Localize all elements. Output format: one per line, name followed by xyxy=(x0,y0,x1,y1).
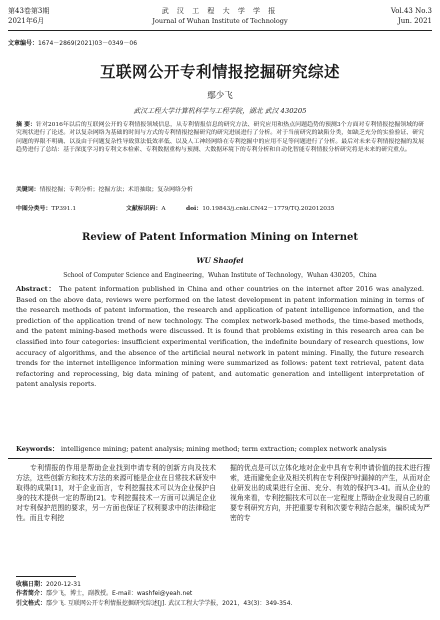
footnote-citation xyxy=(16,599,424,608)
cn-doi xyxy=(186,205,335,213)
en-abstract-text: The patent information published in China and other countries on the internet after 2016 was analyzed. Based on the above data, reviews were performed on the latest development in patent information mining in terms of the research methods of patent information, the research and application of patent intelligence information, and the prediction of the application trend of new technology. The complex network-based methods, the time-based methods, and the patent mining-based methods were discussed. It is found that problems existing in this research area can be classified into four categories: insufficient experimental verification, the indefinite boundary of research questions, low accuracy of algorithms, and the absence of the artificial neural network in patent mining. Finally, the future research trends for the internet intelligence information mining were summarized as follows: patent text retrieval, patent data refactoring and reprocessing, big data mining of patent, and automatic generation and intelligent interpretation of patent analysis reports. xyxy=(16,285,424,389)
header-journal-cn: 武 汉 工 程 大 学 学 报 xyxy=(161,7,279,15)
en-abstract xyxy=(16,284,424,390)
header-volume-en: Vol.43 No.3 xyxy=(390,7,432,15)
body-paragraph-left: 专利情报的作用是帮助企业找到申请专利的创新方向及技术方法，这些创新方和技术方法的来源可能是企业在日常技术研发中取得的成果[1]，对于企业而言，专利挖掘技术可以为企业保护自身的技术提供一定的帮助[2]。专利挖掘技术一方面可以满足企业对专利保护范围的要求，另一方面也保证了权利要求中的法律稳定性。而且专利挖 xyxy=(16,464,216,523)
body-paragraph-right: 掘的优点是可以立体化地对企业中具有专利申请价值的技术进行搜索，进而避免企业及相关机构在专利保护时漏掉的产生，从而对企业研发出的成果进行全面、充分、有效的保护[3-4]。而从企业的视角来看，专利挖掘技术可以在一定程度上帮助企业发现自己的重要专利研究方向，并把重要专利和次要专利结合起来，编织成为严密的专 xyxy=(230,464,430,523)
body-column-right xyxy=(230,463,430,524)
body-rule xyxy=(8,458,432,459)
body-column-left xyxy=(16,463,216,524)
citation-label: 引文格式： xyxy=(16,599,47,607)
cn-class-label: 中图分类号： xyxy=(16,205,52,212)
received-value: 2020-12-31 xyxy=(46,581,81,588)
en-keywords xyxy=(16,444,424,454)
article-number xyxy=(8,38,137,47)
cn-keywords xyxy=(16,186,424,194)
cn-abstract xyxy=(16,121,424,154)
cn-abstract-text: 针对2016年以后的互联网公开的专利情报领域信息，从专利情报信息的研究方法、研究应用和热点问题趋势的预测3个方面对专利情报挖掘领域的研究现状进行了论述。对以复杂网络为基础的时间与方式的专利情报挖掘研究的研究进展进行了分析。对于当前研究的缺陷分类，如缺乏充分的实验验证、研究问题的界限不明确、以及由于问题复杂性导致算法低效率低、以及人工神经网络在专利挖掘中的应用不足等问题进行了分析。最后对未来专利情报挖掘的发展趋势进行了总结：基于深度学习的专利文本检索、专利数据重构与预测、大数据环境下的专利分析和自动化智能专利情报分析研究将是未来的研究重点。 xyxy=(16,122,424,153)
en-abstract-label: Abstract： xyxy=(16,285,57,293)
en-title: Review of Patent Information Mining on Internet xyxy=(82,232,358,243)
cn-doc-code xyxy=(126,205,186,213)
cn-title: 互联网公开专利情报挖掘研究综述 xyxy=(99,63,340,81)
footnotes xyxy=(16,580,424,608)
author-bio-value: 鄢少飞，博士，副教授。E-mail：washfei@yeah.net xyxy=(46,590,193,598)
footnote-received xyxy=(16,580,424,589)
en-keywords-label: Keywords： xyxy=(16,445,59,453)
header-volume-cn: 第43卷第3期 xyxy=(8,7,50,15)
header-journal-en: Journal of Wuhan Institute of Technology xyxy=(152,17,288,25)
cn-author: 鄢少飞 xyxy=(207,91,233,101)
footnote-author xyxy=(16,589,424,598)
header-date-cn: 2021年6月 xyxy=(8,17,45,25)
cn-classification xyxy=(16,205,424,213)
cn-abstract-label: 摘 要： xyxy=(16,121,36,128)
article-number-value: 1674－2869(2021)03－0349－06 xyxy=(38,40,138,47)
article-number-label: 文章编号： xyxy=(8,40,39,47)
cn-doc-code-label: 文献标识码： xyxy=(126,205,162,212)
cn-class-number xyxy=(16,205,126,213)
en-keywords-text: intelligence mining; patent analysis; mining method; term extraction; complex network analysis xyxy=(60,445,387,453)
header-right xyxy=(391,6,432,26)
citation-value: 鄢少飞. 互联网公开专利情报挖掘研究综述[J]. 武汉工程大学学报，2021，43(3)：349-354. xyxy=(46,599,293,607)
header-date-en: Jun. 2021 xyxy=(397,17,432,25)
header-center xyxy=(8,6,432,26)
cn-doi-value: 10.19843/j.cnki.CN42－1779/TQ.202012035 xyxy=(202,206,335,212)
cn-keywords-text: 情报挖掘；专利分析；挖掘方法；术语抽取；复杂网络分析 xyxy=(39,187,193,193)
cn-keywords-label: 关键词： xyxy=(16,186,40,193)
header-rule xyxy=(8,30,432,31)
cn-doi-label: doi： xyxy=(186,205,203,212)
en-affiliation: School of Computer Science and Engineering，Wuhan Institute of Technology，Wuhan 430205，China xyxy=(63,272,377,279)
author-bio-label: 作者简介： xyxy=(16,590,47,598)
en-author: WU Shaofei xyxy=(196,256,244,265)
cn-class-value: TP391.1 xyxy=(51,206,77,212)
footnote-rule xyxy=(16,576,76,577)
cn-doc-code-value: A xyxy=(161,206,166,212)
received-label: 收稿日期： xyxy=(16,581,47,588)
running-header xyxy=(8,6,432,32)
cn-affiliation: 武汉工程大学计算机科学与工程学院，湖北 武汉 430205 xyxy=(133,107,307,115)
